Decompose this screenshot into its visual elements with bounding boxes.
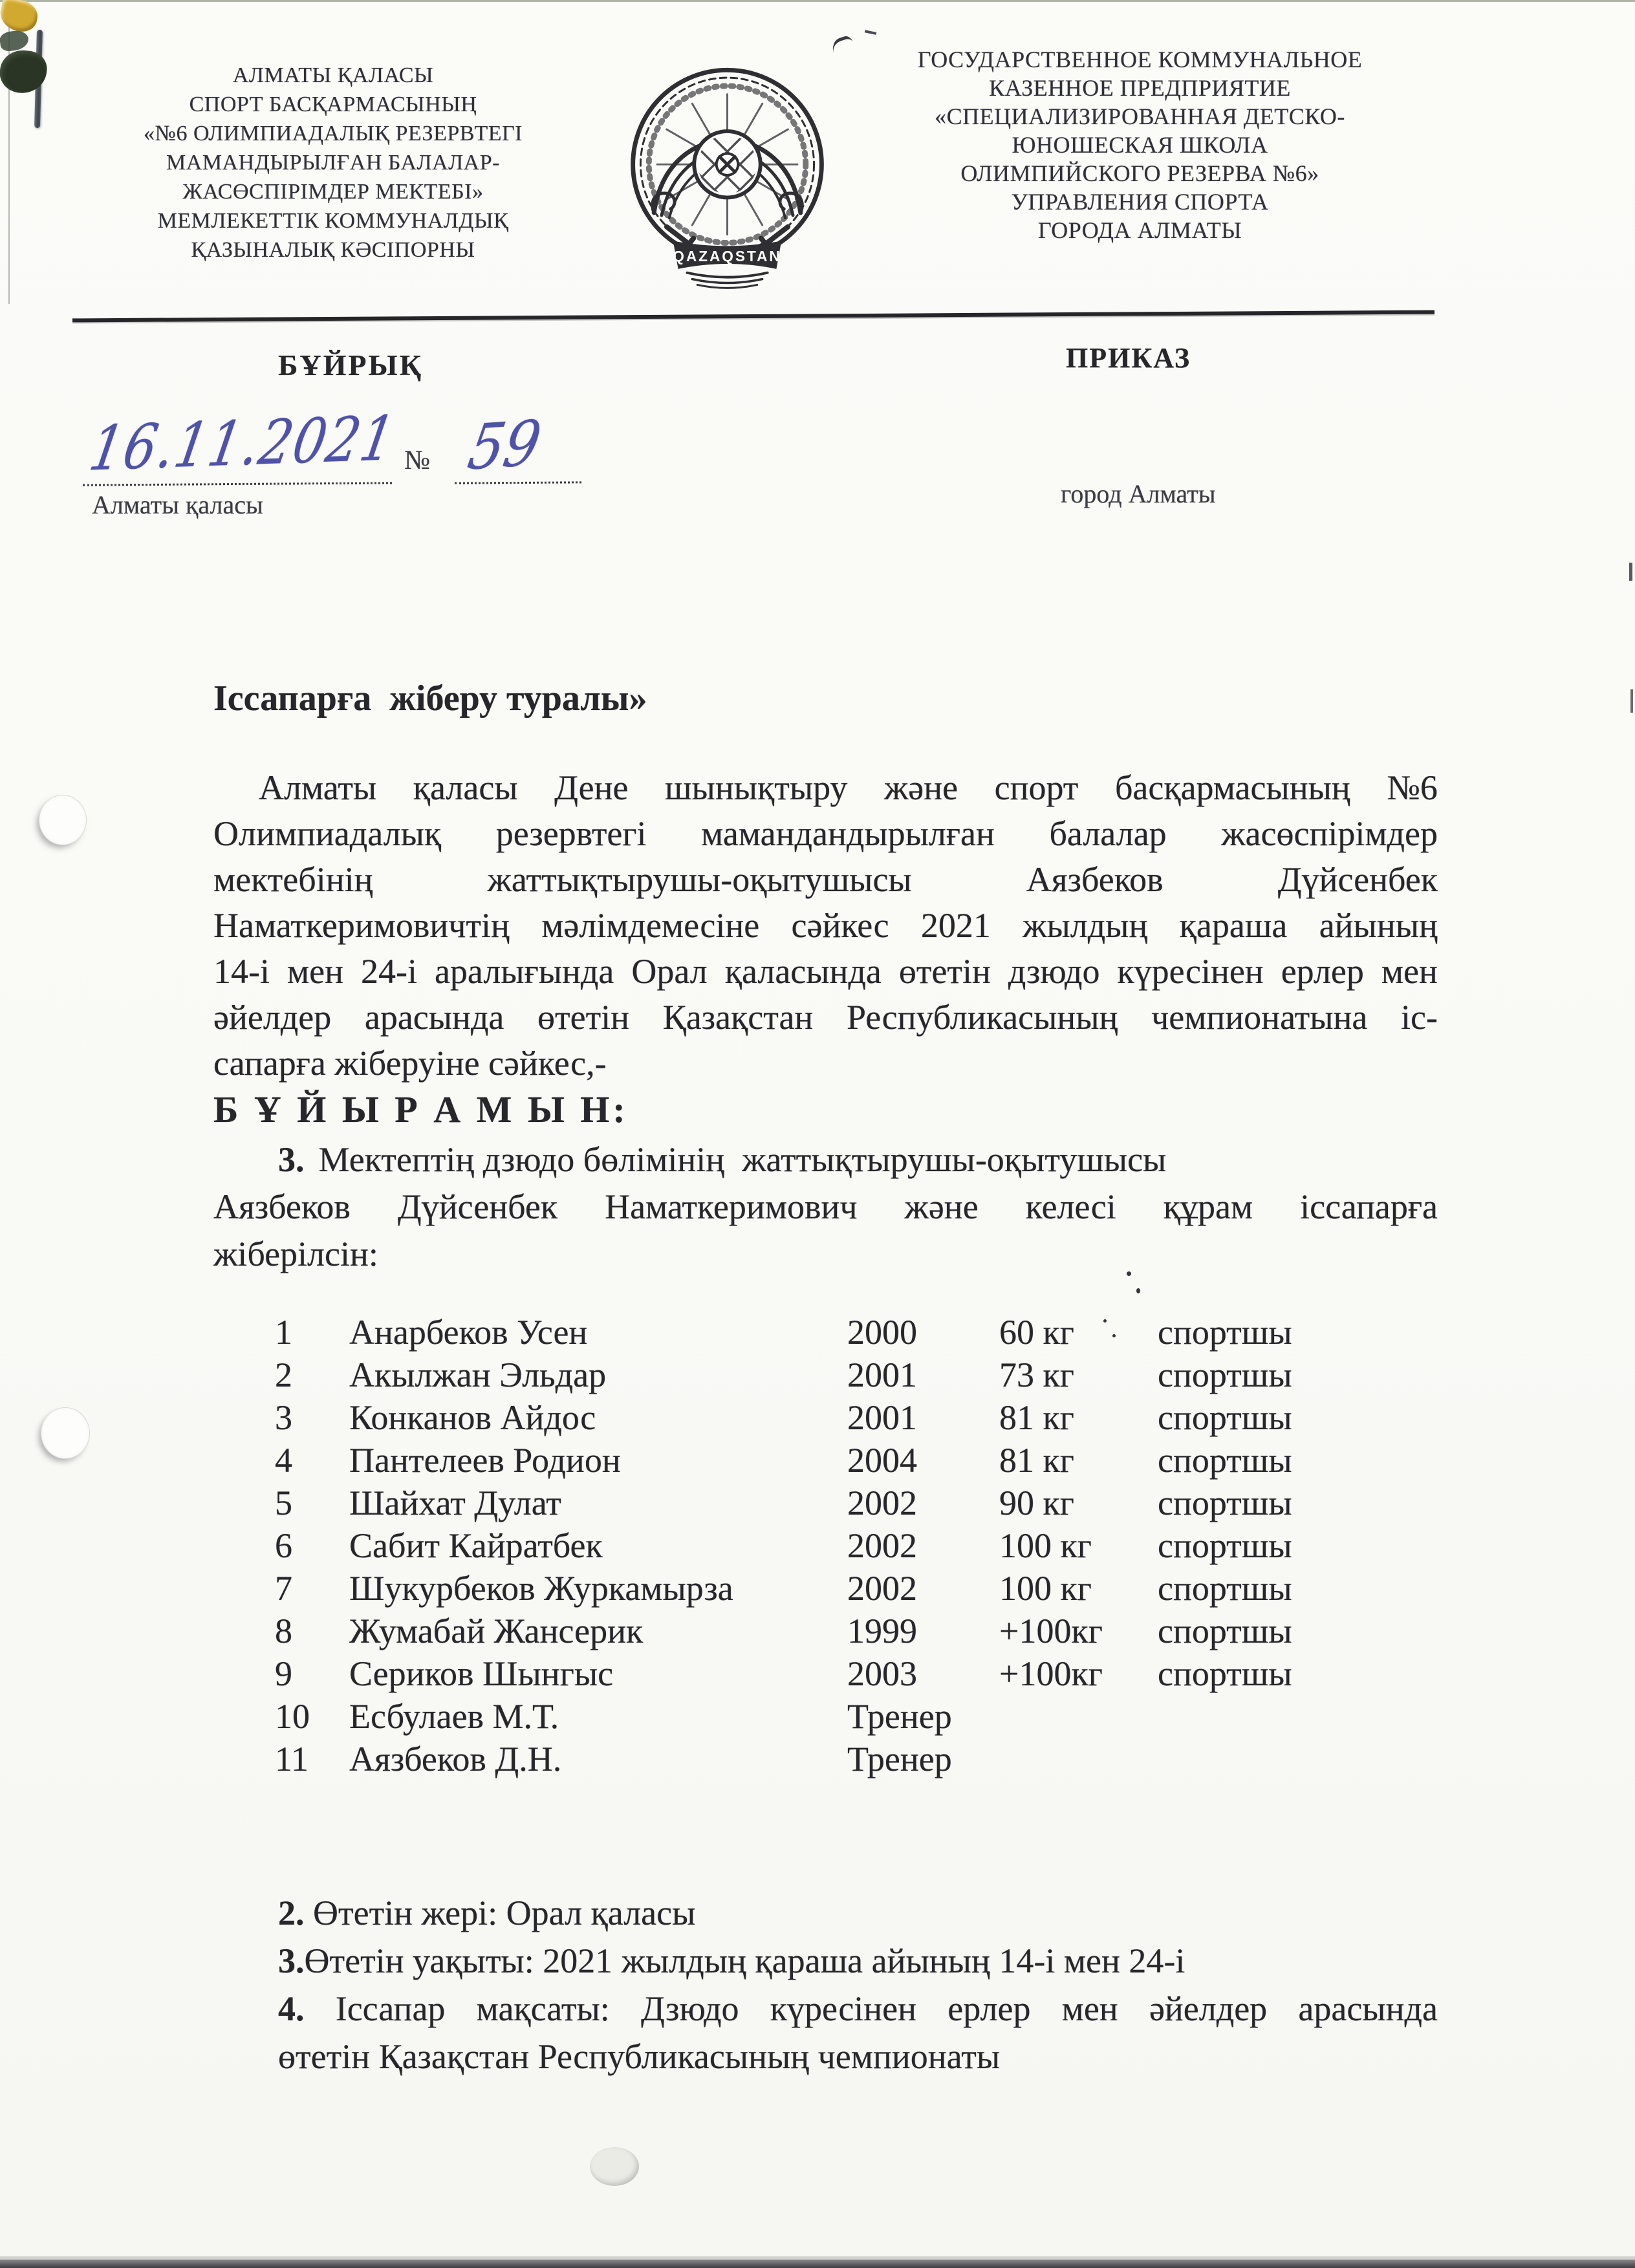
number-underline [455,481,581,484]
ink-speck [1136,1288,1140,1293]
scan-bottom-edge [0,2260,1635,2268]
org-line: КАЗЕННОЕ ПРЕДПРИЯТИЕ [989,75,1291,101]
roster-row [275,1526,1446,1569]
stain-mark [0,0,40,35]
roster-weight: 90 кг [999,1484,1074,1522]
roster-name: Сабит Кайратбек [349,1526,603,1565]
org-line: ЮНОШЕСКАЯ ШКОЛА [1012,132,1268,158]
item-text: өтетін Қазақстан Республикасының чемпионаты [278,2037,1001,2076]
org-line: УПРАВЛЕНИЯ СПОРТА [1011,189,1269,215]
roster-number: 2 [275,1355,292,1394]
roster-year: 2002 [847,1569,917,1608]
roster-number: 5 [275,1484,292,1522]
handwritten-date: 16.11.2021 [84,403,401,485]
roster-weight: 81 кг [999,1398,1074,1437]
roster-year: 2001 [847,1355,917,1394]
ink-speck [1103,1319,1107,1323]
order-items [278,1893,1438,2084]
roster-year: 2000 [847,1313,917,1352]
item-text: Өтетін жері: Орал қаласы [304,1894,696,1932]
body-paragraph [213,768,1438,1089]
org-line: ГОСУДАРСТВЕННОЕ КОММУНАЛЬНОЕ [917,47,1363,72]
roster-name: Пантелеев Родион [349,1441,621,1480]
hole-punch-mark [41,1407,90,1459]
scan-edge-mark [1630,689,1633,713]
roster-role: спортшы [1158,1441,1292,1480]
org-line: МАМАНДЫРЫЛҒАН БАЛАЛАР- [166,151,500,175]
emblem-country-label: QAZAQSTAN [673,248,782,265]
resolution-intro-text: Мектептің дзюдо бөлімінің жаттықтырушы-оқытушысы [318,1140,1167,1179]
roster-number: 1 [275,1313,292,1352]
roster-number: 6 [275,1526,292,1565]
text-line: 14-і мен 24-і аралығында Орал қаласында өтетін дзюдо күресінен ерлер мен [213,952,1438,991]
text-line: әйелдер арасында өтетін Қазақстан Республикасының чемпионатына іс- [213,998,1438,1037]
text-line: Аязбеков Дүйсенбек Наматкеримович және келесі құрам іссапарға [213,1187,1438,1226]
roster-row [275,1313,1446,1355]
item-number: 2. [278,1894,305,1932]
roster-row [275,1398,1446,1441]
order-verb: Б Ұ Й Ы Р А М Ы Н: [213,1088,629,1130]
handwritten-order-number: 59 [462,406,547,484]
stain-mark [0,29,30,52]
roster-row [275,1697,1446,1740]
text-line: мектебінің жаттықтырушы-оқытушысы Аязбеков Дүйсенбек [213,860,1438,899]
roster-role: спортшы [1158,1355,1292,1394]
order-item-line [278,1941,1438,1989]
roster-name: Аязбеков Д.Н. [349,1740,562,1778]
roster-number: 7 [275,1569,292,1608]
order-item-line [278,1893,1438,1941]
roster-year: Тренер [847,1740,952,1778]
roster-weight: 60 кг [999,1313,1074,1352]
roster-number: 10 [275,1697,310,1736]
item-number: 3. [278,1140,305,1179]
roster-name: Жумабай Жансерик [349,1612,644,1650]
text-line: жіберілсін: [213,1235,378,1273]
org-line: ЖАСӨСПІРІМДЕР МЕКТЕБІ» [182,180,484,204]
roster-row [275,1484,1446,1526]
roster-year: 1999 [847,1612,917,1650]
roster-year: 2002 [847,1484,917,1522]
roster-role: спортшы [1158,1398,1292,1437]
roster-weight: 100 кг [999,1569,1092,1608]
place-kazakh: Алматы қаласы [92,490,263,519]
order-item-line: 4. Іссапар мақсаты: Дзюдо күресінен ерлер мен әйелдер арасында [278,1989,1438,2036]
text-line: сапарға жіберуіне сәйкес,- [213,1044,607,1083]
org-line: МЕМЛЕКЕТТІК КОММУНАЛДЫҚ [157,209,509,233]
order-title-kazakh: БҰЙРЫҚ [278,349,424,382]
roster-weight: +100кг [999,1612,1103,1650]
roster-row [275,1441,1446,1484]
roster-weight: +100кг [999,1654,1103,1693]
scan-top-edge [0,0,1635,2]
org-line: «СПЕЦИАЛИЗИРОВАННАЯ ДЕТСКО- [935,103,1345,129]
order-title-russian: ПРИКАЗ [1066,342,1191,374]
roster-role: спортшы [1158,1526,1292,1565]
roster-row [275,1612,1446,1654]
roster-name: Акылжан Эльдар [349,1355,607,1394]
roster-number: 11 [275,1740,309,1778]
org-line: ҚАЗЫНАЛЫҚ КӘСІПОРНЫ [191,238,475,262]
resolution-lines [213,1187,1438,1281]
text-line: Наматкеримовичтің мәлімдемесіне сәйкес 2021 жылдың қараша айының [213,906,1438,945]
roster-role: спортшы [1158,1654,1292,1693]
ink-speck [1112,1334,1116,1337]
ink-speck [1127,1271,1131,1276]
item-text: Өтетін уақыты: 2021 жылдың қараша айының 14-і мен 24-і [304,1941,1186,1980]
travel-roster [275,1313,1446,1782]
resolution-intro [213,1139,1502,1180]
text-line: Алматы қаласы Дене шынықтыру және спорт басқармасының №6 [259,768,1438,807]
number-sign: № [404,446,431,475]
roster-number: 8 [275,1612,292,1650]
order-item-line [278,2036,1438,2084]
roster-name: Шайхат Дулат [349,1484,561,1522]
roster-year: 2004 [847,1441,917,1480]
roster-row [275,1740,1446,1782]
order-subject: Іссапарға жіберу туралы» [213,678,647,718]
roster-row [275,1569,1446,1612]
roster-weight: 81 кг [999,1441,1074,1480]
roster-role: спортшы [1158,1484,1292,1522]
roster-role: спортшы [1158,1612,1292,1650]
roster-role: спортшы [1158,1569,1292,1608]
roster-weight: 100 кг [999,1526,1092,1565]
ink-scribble [863,30,877,41]
roster-weight: 73 кг [999,1355,1074,1394]
roster-row [275,1355,1446,1398]
text-line: Олимпиадалық резервтегі мамандандырылған балалар жасөспірімдер [213,814,1438,853]
hole-punch-mark [39,795,87,845]
banner-base [687,273,767,288]
org-name-kazakh [71,61,595,265]
roster-name: Анарбеков Усен [349,1313,588,1352]
roster-year: 2001 [847,1398,917,1437]
roster-name: Шукурбеков Журкамырза [349,1569,733,1608]
item-number: 3. [278,1941,305,1980]
header-divider [72,310,1435,323]
scan-edge-mark [1629,563,1632,581]
roster-number: 4 [275,1441,292,1480]
roster-year: 2002 [847,1526,917,1565]
roster-year: 2003 [847,1654,917,1693]
roster-name: Сериков Шынгыс [349,1654,614,1693]
org-name-russian [838,45,1442,244]
place-russian: город Алматы [1061,479,1216,508]
org-line: ГОРОДА АЛМАТЫ [1037,217,1242,243]
org-line: АЛМАТЫ ҚАЛАСЫ [232,63,434,87]
roster-name: Есбулаев М.Т. [349,1697,559,1736]
item-number: 4. [278,1989,305,2028]
roster-name: Конканов Айдос [349,1398,596,1437]
roster-number: 9 [275,1654,292,1693]
roster-year: Тренер [847,1697,952,1736]
org-line: «№6 ОЛИМПИАДАЛЫҚ РЕЗЕРВТЕГІ [144,122,523,146]
kazakhstan-emblem [616,53,839,291]
org-line: ОЛИМПИЙСКОГО РЕЗЕРВА №6» [960,160,1319,186]
roster-role: спортшы [1158,1313,1292,1352]
org-line: СПОРТ БАСҚАРМАСЫНЫҢ [189,92,477,116]
stain-mark [590,2147,639,2186]
roster-number: 3 [275,1398,292,1437]
roster-row [275,1654,1446,1697]
